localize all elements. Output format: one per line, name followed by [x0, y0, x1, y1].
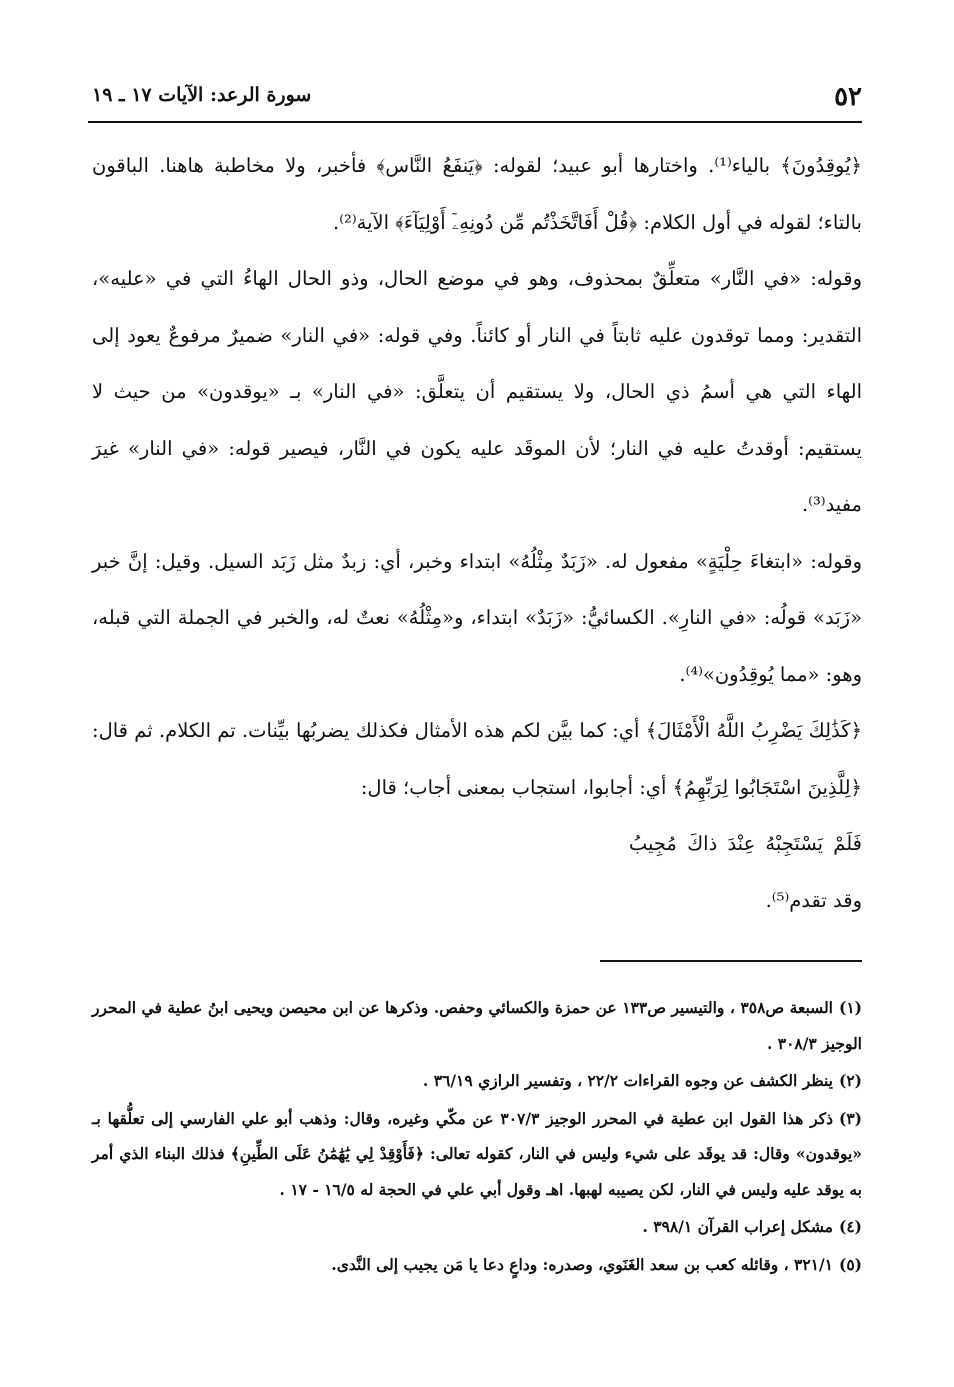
paragraph-1: ﴿يُوقِدُونَ﴾ بالياء⁽¹⁾. واختارها أبو عبيد؛ لقوله: ﴿يَنفَعُ النَّاس﴾ فأخبر، ولا مخاطبة هاهنا. الباقون بالتاء؛ لقوله في أول الكلام: ﴿قُلْ أَفَاتَّخَذْتُم مِّن دُونِهِۦٓ أَوْلِيَآءَ﴾ الآية⁽²⁾.	[92, 154, 862, 234]
footnote-4	[92, 1209, 862, 1245]
footnote-number: (٣)	[839, 1108, 863, 1128]
page-number: ٥٢	[834, 82, 862, 112]
footnote-3	[92, 1101, 862, 1208]
footnote-text: ذكر هذا القول ابن عطية في المحرر الوجيز ٣٠٧/٣ عن مكّي وغيره، وقال: وذهب أبو علي الفارسي إلى تعلُّقها بـ «يوقدون» وقال: قد يوقَد على شيء وليس في النار، كقوله تعالى: ﴿فَأَوْقِدْ لِي يَٰهَٰمَٰنُ عَلَى الطِّينِ﴾ فذلك البناء الذي أمر به يوقد عليه وليس في النار، لكن يصيبه لهبها. اهـ وقول أبي علي في الحجة له ١٦/٥ - ١٧ .	[92, 1108, 862, 1199]
footnote-text: السبعة ص٣٥٨ ، والتيسير ص١٣٣ عن حمزة والكسائي وحفص. وذكرها عن ابن محيصن ويحيى ابنُ عطية في المحرر الوجيز ٣٠٨/٣ .	[92, 998, 862, 1053]
poetry-verse: فَلَمْ يَسْتَجِبْهُ عِنْدَ ذاكَ مُجِيبُ	[628, 832, 862, 855]
paragraph-4: ﴿كَذَٰلِكَ يَضْرِبُ اللَّهُ الْأَمْثَالَ﴾ أي: كما بيَّن لكم هذه الأمثال فكذلك يضربُها بيِّنات. تم الكلام. ثم قال: ﴿لِلَّذِينَ اسْتَجَابُوا لِرَبِّهِمُ﴾ أي: أجابوا، استجاب بمعنى أجاب؛ قال:	[92, 719, 862, 799]
header-rule	[88, 121, 862, 123]
footnotes	[92, 990, 862, 1284]
footnote-2	[92, 1063, 862, 1099]
paragraph-3: وقوله: «ابتغاءَ حِلْيَةٍ» مفعول له. «زَبَدٌ مِثْلُهُ» ابتداء وخبر، أي: زبدٌ مثل زَبَد السيل. وقيل: إنَّ خبر «زَبَد» قولُه: «في النارِ». الكسائيُّ: «زَبَدٌ» ابتداء، و«مِثْلُهُ» نعتٌ له، والخبر في الجملة التي قبله، وهو: «مما يُوقِدُون»⁽⁴⁾.	[92, 549, 862, 686]
footnote-5	[92, 1247, 862, 1283]
footnote-text: مشكل إعراب القرآن ٣٩٨/١ .	[642, 1217, 833, 1236]
footnote-number: (٢)	[838, 1071, 862, 1090]
footnote-1	[92, 990, 862, 1061]
main-text	[92, 138, 862, 929]
footnote-number: (٥)	[838, 1254, 862, 1274]
footnote-number: (٤)	[838, 1217, 862, 1236]
paragraph-2: وقوله: «في النَّار» متعلِّقٌ بمحذوف، وهو في موضع الحال، وذو الحال الهاءُ التي في «عليه»، التقدير: ومما توقدون عليه ثابتاً في النار أو كائناً. وفي قوله: «في النار» ضميرٌ مرفوعٌ يعود إلى الهاء التي هي أسمُ ذي الحال، ولا يستقيم أن يتعلَّق: «في النار» بـ «يوقدون» من حيث لا يستقيم: أوقدتُ عليه في النار؛ لأن الموقَد عليه يكون في النَّار، فيصير قوله: «في النار» غيرَ مفيد⁽³⁾.	[92, 267, 862, 516]
footnote-text: ٣٢١/١ ، وقائله كعب بن سعد الغَنَوي، وصدره: وداعٍ دعا يا مَن يجيب إلى النَّدى.	[331, 1254, 833, 1274]
footnote-number: (١)	[839, 998, 863, 1017]
running-title: سورة الرعد: الآيات ١٧ ـ ١٩	[92, 84, 312, 106]
page-header	[92, 80, 862, 120]
paragraph-5: وقد تقدم⁽⁵⁾.	[765, 888, 862, 912]
footnote-rule	[600, 960, 862, 962]
footnote-text: ينظر الكشف عن وجوه القراءات ٢٢/٢ ، وتفسير الرازي ٣٦/١٩ .	[422, 1071, 833, 1090]
